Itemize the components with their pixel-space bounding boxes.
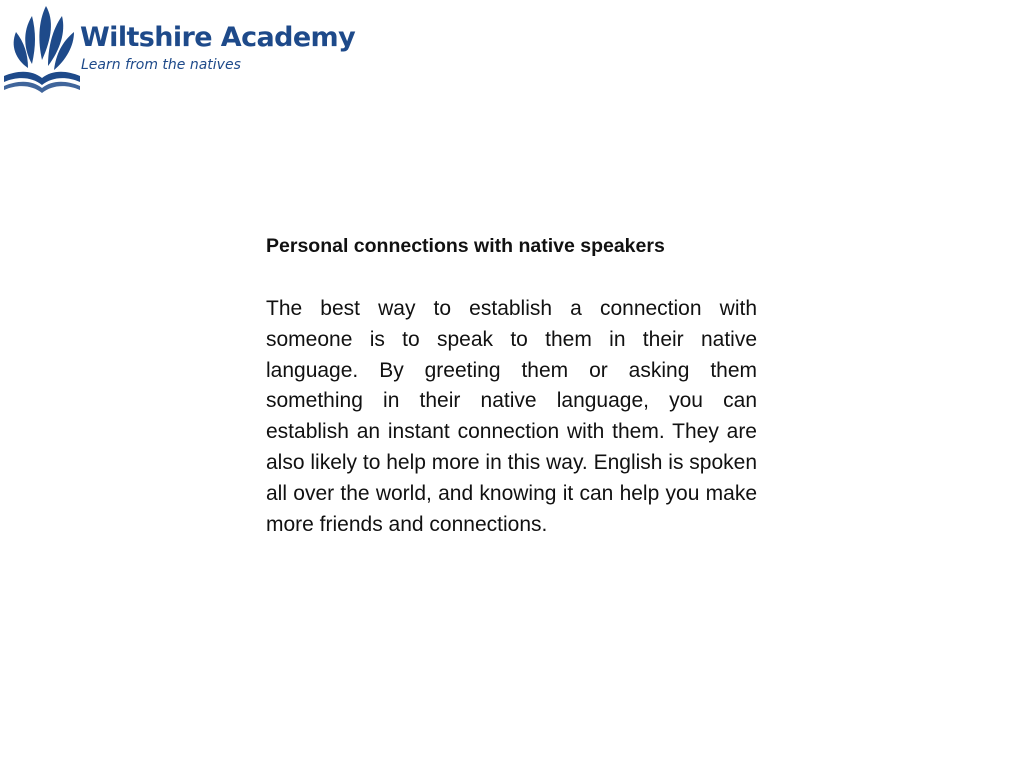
section-heading: Personal connections with native speakers	[266, 235, 665, 257]
academy-name: Wiltshire Academy	[80, 22, 356, 53]
text-block	[266, 233, 757, 540]
open-book-leaves-icon	[2, 2, 82, 94]
academy-logo	[0, 0, 360, 100]
academy-tagline: Learn from the natives	[81, 57, 241, 73]
body-paragraph: The best way to establish a connection with someone is to speak to them in their native language. By greeting them or asking them something in their native language, you can establish an instant connection with them. They are also likely to help more in this way. English is spoken all over the world, and knowing it can help you make more friends and connections.	[266, 297, 758, 536]
